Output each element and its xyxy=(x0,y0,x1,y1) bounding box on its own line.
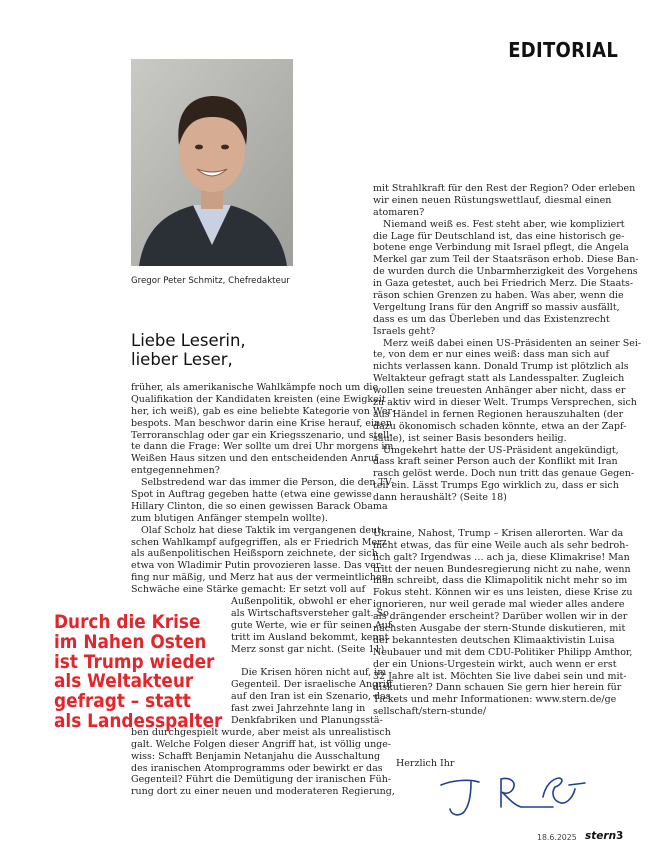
pull-quote-line: im Nahen Osten xyxy=(54,631,207,653)
text-line: des iranischen Atomprogramms oder bewirkt er das xyxy=(131,762,383,774)
text-line: tritt im Ausland bekommt, kennt xyxy=(231,631,389,643)
text-line: diskutieren? Dann schauen Sie gern hier herein für xyxy=(373,682,622,694)
text-line: schen Wahlkampf aufgegriffen, als er Friedrich Merz xyxy=(131,536,387,548)
text-line xyxy=(373,516,641,528)
text-line: Neubauer und mit dem CDU-Politiker Philipp Amthor, xyxy=(373,646,633,658)
text-line: teil ein. Lässt Trumps Ego wirklich zu, dass er sich xyxy=(373,480,619,492)
text-line: Die Krisen hören nicht auf, im xyxy=(241,667,387,679)
text-line: dann heraushält? (Seite 18) xyxy=(373,492,507,504)
page-number: 3 xyxy=(616,830,624,842)
text-line: säule), ist seiner Basis besonders heilig. xyxy=(373,432,567,444)
text-line: wollen seine treuesten Anhänger aber nicht, dass er xyxy=(373,385,626,397)
text-line xyxy=(373,504,641,516)
greeting xyxy=(131,331,246,369)
text-line: räson schien Grenzen zu haben. Was aber, wenn die xyxy=(373,290,624,302)
portrait-photo xyxy=(131,59,293,266)
text-line: als außenpolitischen Heißsporn zeichnete, der sich xyxy=(131,548,378,560)
text-line: Denkfabriken und Planungsstä- xyxy=(231,714,383,726)
text-line: als drängender erscheint? Darüber wollen wir in der xyxy=(373,611,628,623)
article-column-left xyxy=(131,382,395,798)
text-line: lich galt? Irgendwas … ach ja, diese Klimakrise! Man xyxy=(373,551,630,563)
text-line: Umgekehrt hatte der US-Präsident angekündigt, xyxy=(383,444,619,456)
text-line: atomaren? xyxy=(373,206,425,218)
text-line: Merkel gar zum Teil der Staatsräson erhob. Diese Ban- xyxy=(373,254,639,266)
text-line: dass kraft seiner Person auch der Konflikt mit Iran xyxy=(373,456,618,468)
text-line: ignorieren, nur weil gerade mal wieder alles andere xyxy=(373,599,625,611)
text-line: Weißen Haus sitzen und den entscheidenden Anruf xyxy=(131,453,378,465)
text-line: der ein Unions-Urgestein wirkt, auch wenn er erst xyxy=(373,658,617,670)
text-line: Spot in Auftrag gegeben hatte (etwa eine gewisse xyxy=(131,489,372,501)
text-line: wiss: Schafft Benjamin Netanjahu die Ausschaltung xyxy=(131,750,381,762)
text-line: Hillary Clinton, die so einen gewissen Barack Obama xyxy=(131,500,388,512)
closing-line: Herzlich Ihr xyxy=(396,758,455,769)
text-line: Tickets und mehr Informationen: www.stern.de/ge xyxy=(373,694,617,706)
text-line: die Lage für Deutschland ist, das eine historisch ge- xyxy=(373,230,625,242)
text-line: rung dort zu einer neuen und moderateren Regierung, xyxy=(131,786,395,798)
text-line: Schwäche eine Stärke gemacht: Er setzt voll auf xyxy=(131,584,366,596)
text-line: zu aktiv wird in dieser Welt. Trumps Versprechen, sich xyxy=(373,397,637,409)
text-line: Selbstredend war das immer die Person, die den TV- xyxy=(141,477,395,489)
text-line: Qualifikation der Kandidaten kreisten (eine Ewigkeit xyxy=(131,393,386,405)
text-line: fast zwei Jahrzehnte lang in xyxy=(231,703,366,715)
text-line: zum blutigen Anfänger stempeln wollte). xyxy=(131,512,328,524)
text-line: her, ich weiß), gab es eine beliebte Kategorie von Wer- xyxy=(131,405,396,417)
text-line: etwa von Wladimir Putin provozieren lasse. Das ver- xyxy=(131,560,384,572)
text-line: dazu ökonomisch schaden könnte, etwa an der Zapf- xyxy=(373,420,627,432)
text-line: 32 Jahre alt ist. Möchten Sie live dabei sein und mit- xyxy=(373,670,627,682)
text-line: fing nur mäßig, und Merz hat aus der vermeintlichen xyxy=(131,572,388,584)
text-line: nicht etwas, das für eine Weile auch als sehr bedroh- xyxy=(373,539,629,551)
text-line: Weltakteur gefragt statt als Landesspalter. Zugleich xyxy=(373,373,625,385)
text-line: der bekanntesten deutschen Klimaaktivistin Luisa xyxy=(373,634,615,646)
text-line: Vergeltung Irans für den Angriff so massiv ausfällt, xyxy=(373,301,620,313)
text-line: früher, als amerikanische Wahlkämpfe noch um die xyxy=(131,382,379,393)
text-line: gute Werte, wie er für seinen Auf- xyxy=(231,619,395,631)
article-column-right xyxy=(373,183,641,718)
text-line: Fokus steht. Können wir es uns leisten, diese Krise zu xyxy=(373,587,633,599)
pull-quote-line: als Landesspalter xyxy=(54,710,223,732)
text-line: aus Händel in fernen Regionen herauszuhalten (der xyxy=(373,408,624,420)
pull-quote-line: als Weltakteur xyxy=(54,671,194,693)
text-line: Terroranschlag oder gar ein Kriegsszenario, und stell- xyxy=(131,429,393,441)
pull-quote xyxy=(54,613,222,732)
text-line: Merz weiß dabei einen US-Präsidenten an seiner Sei- xyxy=(383,337,642,349)
pull-quote-line: ist Trump wieder xyxy=(54,651,215,673)
text-line: Außenpolitik, obwohl er eher xyxy=(231,596,372,608)
text-line: te dann die Frage: Wer sollte um drei Uhr morgens im xyxy=(131,441,394,453)
text-line: bespots. Man beschwor darin eine Krise herauf, einen xyxy=(131,417,392,429)
text-line: Gegenteil. Der israelische Angriff xyxy=(231,679,393,691)
text-line: man schreibt, dass die Klimapolitik nicht mehr so im xyxy=(373,575,628,587)
text-line: ben durchgespielt wurde, aber meist als unrealistisch xyxy=(131,726,391,738)
text-line: dass es um das Überleben und das Existenzrecht xyxy=(373,313,610,325)
text-line: als Wirtschaftsversteher galt. So xyxy=(231,607,389,619)
text-line: sellschaft/stern-stunde/ xyxy=(373,706,487,718)
text-line: mit Strahlkraft für den Rest der Region? Oder erleben xyxy=(373,183,636,194)
text-line: nichts verlassen kann. Donald Trump ist plötzlich als xyxy=(373,361,629,373)
text-line: Israels geht? xyxy=(373,325,436,337)
signature-image xyxy=(435,771,595,821)
author-portrait xyxy=(131,59,293,266)
text-line: wir einen neuen Rüstungswettlauf, diesmal einen xyxy=(373,194,612,206)
text-line: in Gaza getestet, auch bei Friedrich Merz. Die Staats- xyxy=(373,278,634,290)
text-line: de wurden durch die Unbarmherzigkeit des Vorgehens xyxy=(373,266,638,278)
text-line: entgegennehmen? xyxy=(131,465,220,477)
footer-date: 18.6.2025 xyxy=(537,833,577,842)
text-line: Niemand weiß es. Fest steht aber, wie kompliziert xyxy=(383,218,625,230)
text-line: nächsten Ausgabe der stern-Stunde diskutieren, mit xyxy=(373,622,626,634)
text-line: auf den Iran ist ein Szenario, das xyxy=(231,691,391,703)
greeting-line: lieber Leser, xyxy=(131,350,233,369)
text-line: Merz sonst gar nicht. (Seite 11) xyxy=(231,643,385,655)
text-line: Gegenteil? Führt die Demütigung der iranischen Füh- xyxy=(131,774,392,786)
text-line: te, von dem er nur eines weiß: dass man sich auf xyxy=(373,349,610,361)
section-title: EDITORIAL xyxy=(508,38,618,62)
pull-quote-line: Durch die Krise xyxy=(54,612,201,633)
portrait-caption: Gregor Peter Schmitz, Chefredakteur xyxy=(131,276,290,286)
text-line: tritt der neuen Bundesregierung nicht zu nahe, wenn xyxy=(373,563,631,575)
text-line: Ukraine, Nahost, Trump – Krisen allerorten. War da xyxy=(373,527,624,539)
text-line: botene enge Verbindung mit Israel pflegt, die Angela xyxy=(373,242,629,254)
text-line: Olaf Scholz hat diese Taktik im vergangenen deut- xyxy=(141,524,385,536)
text-line: galt. Welche Folgen dieser Angriff hat, ist völlig unge- xyxy=(131,738,392,750)
pull-quote-line: gefragt – statt xyxy=(54,691,191,713)
footer-brand: stern xyxy=(585,830,617,842)
greeting-line: Liebe Leserin, xyxy=(131,331,246,350)
text-line: rasch gelöst werde. Doch nun tritt das genaue Gegen- xyxy=(373,468,635,480)
